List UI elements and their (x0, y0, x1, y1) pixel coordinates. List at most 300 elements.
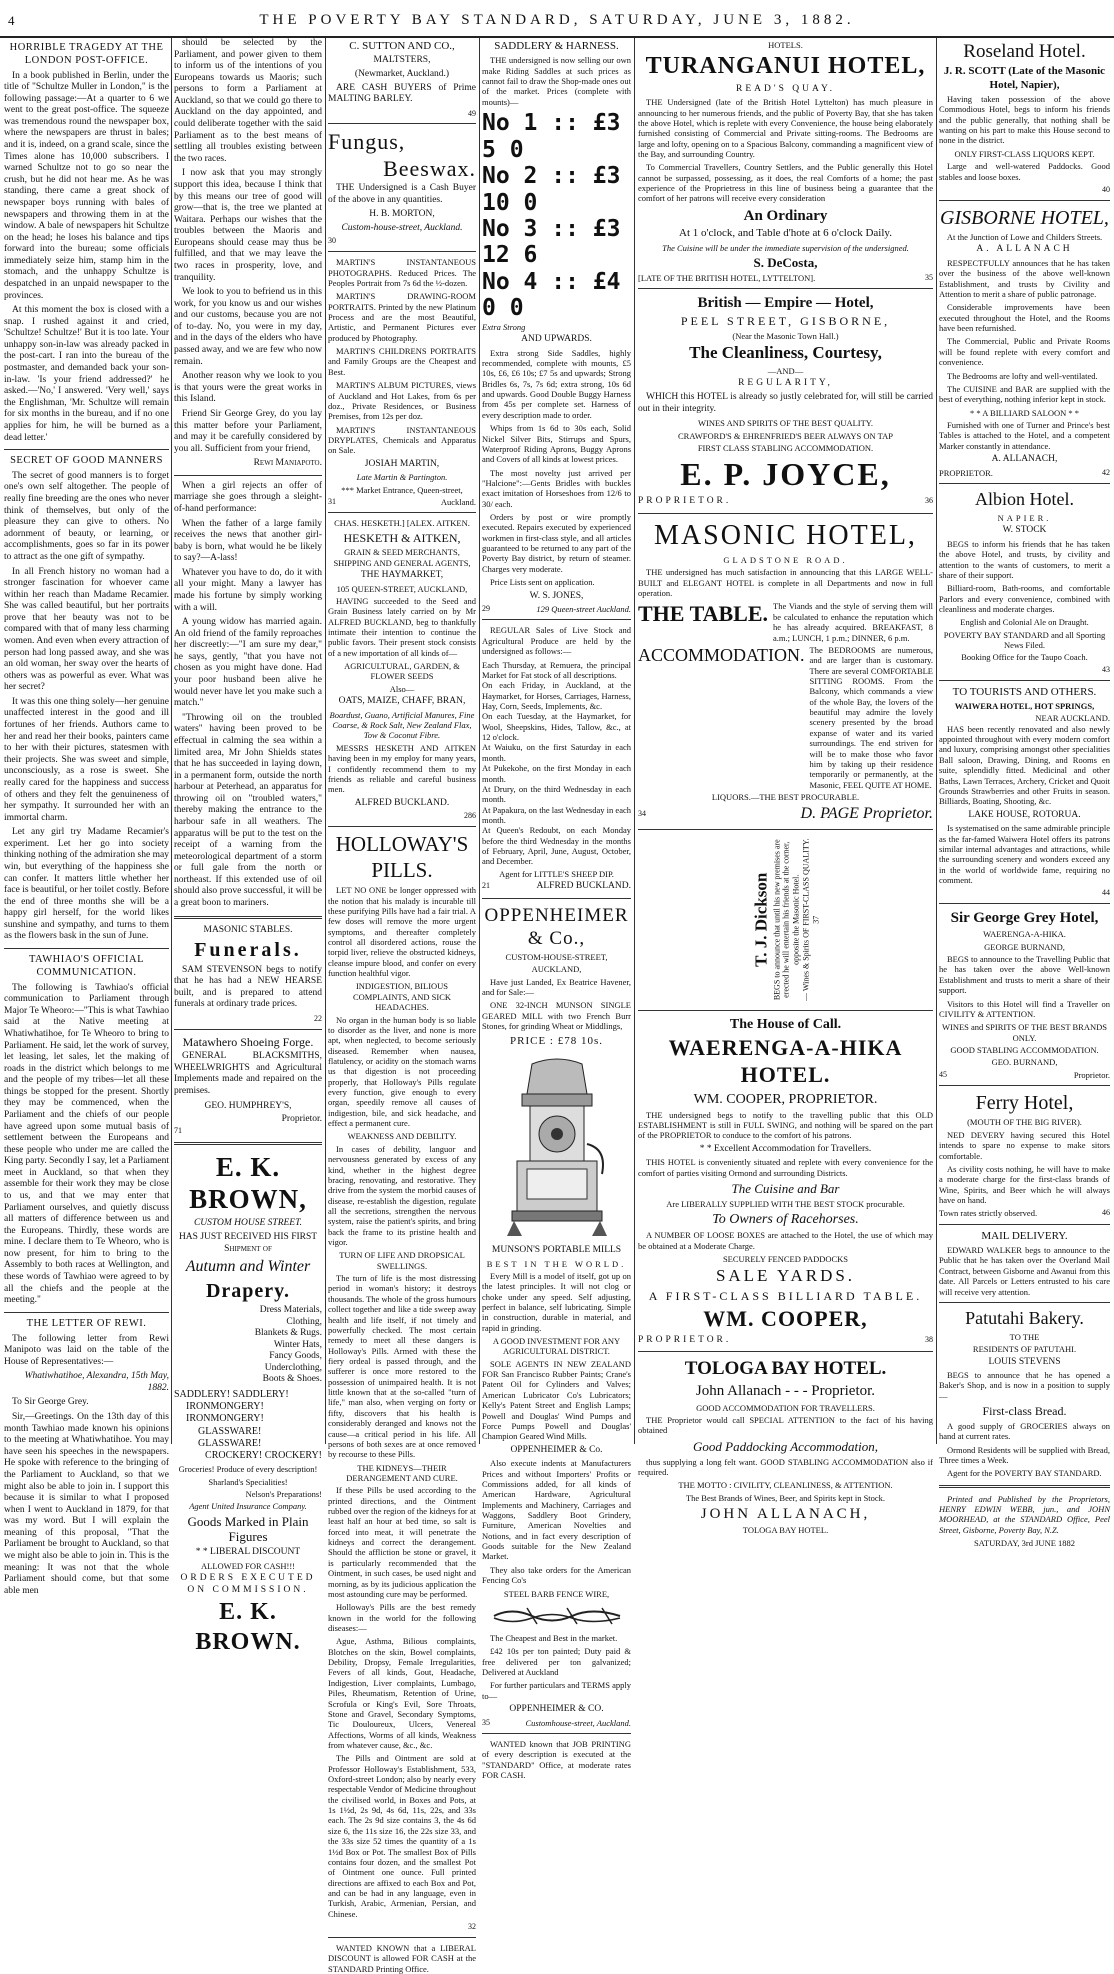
column-2 (174, 38, 322, 1655)
ad-title: MAIL DELIVERY. (981, 1229, 1068, 1242)
article-paragraph: In all French history no woman had a stronger fascination for whoever came within her reach than Madame Recamier. She was called beautiful, but her portraits prove that her beauty was not to be compared with that of many less charming women. And even when every attraction of person had long passed away, and she was an old woman, her sway over the hearts of others was as powerful as ever. What was her secret? (4, 566, 169, 693)
ad-title: C. SUTTON AND CO., (349, 40, 455, 52)
drapery-item: Underclothing, (264, 1362, 322, 1373)
ad-line: Boardust, Guano, Artificial Manures, Fine Coarse, & Rock Salt, New Zealand Flax, Tow & Coconut Fibre. (329, 709, 475, 741)
ad-subtitle: MALTSTERS, (373, 55, 431, 66)
ad-number: 44 (1102, 888, 1110, 898)
ad-body: BEGS to inform his friends that he has taken the above Hotel, and trusts, by civility and attention to the wants of customers, to merit a share of their support. (939, 538, 1110, 580)
ad-title: Roseland Hotel. (963, 41, 1086, 62)
ad-number: 32 (468, 1922, 476, 1932)
ad-title: Fungus, (328, 129, 406, 155)
barb-wire-illustration (492, 1605, 622, 1627)
column-rule (936, 38, 937, 1444)
ad-body: A good supply of GROCERIES always on hand at current rates. (939, 1420, 1110, 1442)
ad-title: TO TOURISTS AND OTHERS. (952, 685, 1097, 698)
ad-line: Goods Marked in Plain Figures (187, 1513, 309, 1545)
ad-feature: The Cuisine and Bar (731, 1181, 840, 1196)
column-5 (638, 38, 933, 1536)
ad-signature: ALFRED BUCKLAND. (354, 797, 450, 808)
ad-line: Groceries! Produce of every description! (178, 1464, 318, 1475)
ad-title: Matawhero Shoeing Forge. (182, 1034, 314, 1049)
ad-proprietor: WM. COOPER, (703, 1305, 868, 1331)
ad-proprietor-label: PROPRIETOR. (638, 1334, 732, 1345)
article-paragraph: At this moment the box is closed with a snap. I rushed against it and cried, 'Schultze! Schultze!' But it is too late. Your unhappy son-in-law was already packed in the post-cart. I ran into the bureau of the postmaster, and demanded back your son-in-law. 'Is your friend addressed?' he asked.—'No,' I answered. 'Very well,' says the Englishman, 'Mr. Schultze will remain for six months in the bureau, and if no one applies for him, he will be burned as a dead letter.' (4, 305, 169, 443)
ad-line: IRONMONGERY! IRONMONGERY! (186, 1401, 264, 1425)
ad-title: E. K. BROWN, (189, 1151, 307, 1215)
ad-feature: ACCOMMODATION. (638, 644, 805, 665)
ad-number: 22 (314, 1013, 322, 1023)
ad-number: 49 (468, 108, 476, 118)
ad-line: GLASSWARE! GLASSWARE! (198, 1425, 262, 1449)
ad-subheading: INDIGESTION, BILIOUS COMPLAINTS, AND SICK HEADACHES. (353, 981, 451, 1013)
ad-body: MARTIN'S ALBUM PICTURES, views of Auckland and Hot Lakes, from 6s per doz., Private Residences, or Business Premises, from 12s per doz. (328, 380, 476, 422)
sale-item: At Waiuku, on the first Saturday in each month. (482, 742, 631, 763)
ad-body: BEGS to announce that until his new premises are erected he will entertain his friends at the corner, opposite the Masonic Hotel. (771, 839, 800, 1001)
ad-body: ONE 32-INCH MUNSON SINGLE GEARED MILL with two French Burr Stones, for grinding Wheat or Middlings, (482, 1000, 631, 1032)
column-rule (171, 38, 172, 1444)
ad-proprietor: S. DeCosta, (753, 254, 818, 270)
sale-item: At Drury, on the third Wednesday in each month. (482, 783, 631, 805)
ad-title: Patutahi Bakery. (965, 1307, 1084, 1328)
ad-title: TOLOGA BAY HOTEL. (684, 1358, 887, 1380)
column-rule (479, 38, 480, 1444)
ad-body: HAS JUST RECEIVED HIS FIRST Shipment of (178, 1231, 318, 1254)
ad-subtitle: CUSTOM-HOUSE-STREET, (505, 952, 608, 963)
article-heading: HORRIBLE TRAGEDY AT THE LONDON POST-OFFICE. (9, 42, 164, 66)
article-paragraph: Another reason why we look to you is that yours were the great works in this Island. (174, 371, 322, 405)
ad-number: 37 (810, 915, 820, 924)
ad-line: WINES AND SPIRITS OF THE BEST QUALITY. (698, 418, 873, 429)
ad-line: — Wines & Spirits OF FIRST-CLASS QUALITY. (800, 838, 810, 1002)
ad-body: WHICH this HOTEL is already so justly celebrated for, will still be carried out in their integrity. (638, 392, 933, 414)
article-paragraph: I now ask that you may strongly support this idea, because I think that by this means our tree of good will grow—that is, the tree we planted at Waitara. Perhaps our wishes that the troubles between the Maoris and Europeans should cease may thus be fulfilled, and that we may leave the two races in prosperity, love, and tranquility. (174, 168, 322, 283)
article-paragraph: The following letter from Rewi Manipoto was laid on the table of the House of Representatives:— (4, 1333, 169, 1367)
ad-body: MARTIN'S INSTANTANEOUS PHOTOGRAPHS. Reduced Prices. The Peoples Portrait from 7s 6d the ½-dozen. (328, 257, 476, 288)
column-rule (634, 38, 635, 1444)
ad-body: HAS been recently renovated and also newly appointed throughout with every modern comfort and luxury, comprising amongst other specialities Ball saloon, Drawing, Dining, and Rooms en suite, splendidly fitted. Medicinal and other Baths, Lawn Terraces, Archery, Cricket and Quoit Grounds Strawberries and other Fruits in season. Billiards, Boating, Shooting, &c. (939, 723, 1110, 807)
ad-body: The turn of life is the most distressing period in woman's history; it destroys thousands. The whole of the gross humours collect together and like a tide sweep away health and life itself, if not timely and powerfully checked. The most certain remedy to meet all these dangers is Holloway's Pills. Armed with these the fiery ordeal is passed through, and the sufferer is once more restored to the possession of unimpaired health. It is not little known that at the so-called "turn of life," man also, when verging on forty or fifty, discovers that his health is considerably deranged and knows not the cause—a critical period in his life. All persons of both sexes are at once removed by recourse to these Pills. (328, 1273, 476, 1460)
ad-body: The Bedrooms are lofty and well-ventilated. (947, 370, 1098, 381)
ad-line: Extra Strong (482, 321, 526, 332)
ad-body: WANTED KNOWN that a LIBERAL DISCOUNT is allowed FOR CASH at the STANDARD Printing Office. (328, 1942, 476, 1974)
ad-proprietor-label: PROPRIETOR. (939, 467, 993, 478)
ad-body: Visitors to this Hotel will find a Traveller on CIVILITY & ATTENTION. (939, 998, 1110, 1019)
ad-body: The Cheapest and Best in the market. (490, 1632, 618, 1643)
ad-proprietor: WM. COOPER, PROPRIETOR. (693, 1091, 878, 1107)
imprint: Printed and Published by the Proprietors, HENRY EDWIN WEBB, jun., and JOHN MOORHEAD, at the STANDARD Office, Peel Street, Gisborne, Poverty Bay, N.Z. (939, 1493, 1110, 1535)
ad-feature: First-class Bread. (982, 1404, 1067, 1419)
article-heading: TAWHIAO'S OFFICIAL COMMUNICATION. (28, 954, 145, 978)
item-list (174, 1305, 322, 1386)
ad-body: HAVING succeeded to the Seed and Grain Business lately carried on by Mr ALFRED BUCKLAND, beg to thankfully intimate their intention to continue the public favors. Their present stock consists of a new importation of all kinds of— (328, 595, 476, 658)
ad-number: 34 (638, 809, 646, 819)
ad-line: * * A BILLIARD SALOON * * (969, 407, 1080, 418)
article-paragraph: Let any girl try Madame Recamier's experiment. Let her go into society thinking nothing of the admiration she may win, but everything of the happiness she can confer. It matters little whether her face is beautiful, or her toilet costly. Before the end of three months she will be a happy girl herself, for the world likes sunshine and sympathy, and turns to them as the flowers bask in the sun of June. (4, 827, 169, 942)
ad-title: OPPENHEIMER & Co., (484, 904, 629, 949)
column-rule (325, 38, 326, 1444)
ad-line: Agent for LITTLE'S SHEEP DIP. (499, 868, 614, 879)
ad-address: Auckland. (440, 496, 476, 507)
ad-body: Ormond Residents will be supplied with Bread, Three times a Week. (939, 1444, 1110, 1465)
ad-number: 29 (482, 604, 490, 614)
ad-subtitle: WAERENGA-A-HIKA. (983, 929, 1066, 940)
price-list (482, 110, 631, 322)
letter-signature: Rewi Maniapoto. (253, 458, 322, 469)
ad-body: Having taken possession of the above Commodious Hotel, begs to inform his friends and the public generally, that nothing shall be wanting on his part to make this House second to none in the district. (939, 93, 1110, 146)
ad-proprietor: H. B. MORTON, (369, 209, 435, 220)
ad-line: Also— (389, 683, 415, 694)
ad-proprietor: GEO. BURNAND, (991, 1057, 1058, 1068)
ad-line: SECURELY FENCED PADDOCKS (722, 1254, 849, 1265)
ad-price: PRICE : £78 10s. (509, 1034, 603, 1047)
ad-line: AND UPWARDS. (521, 334, 592, 345)
ad-number: 46 (1102, 1208, 1110, 1218)
ad-feature: A FIRST-CLASS BILLIARD TABLE. (648, 1289, 923, 1304)
ad-body: WANTED known that JOB PRINTING of every description is executed at the "STANDARD" Office, at moderate rates FOR CASH. (482, 1738, 631, 1781)
price-row: No 2 :: £3 10 0 (482, 163, 621, 216)
ad-line: THE MOTTO : CIVILITY, CLEANLINESS, & ATTENTION. (678, 1480, 893, 1491)
ad-line: OATS, MAIZE, CHAFF, BRAN, (338, 696, 466, 707)
ad-body: THE undersigned is now selling our own make Riding Saddles at such prices as cannot fail to draw the Shop-made ones out of the market. Prices (complete with mounts)— (482, 55, 631, 107)
article-heading: THE LETTER OF REWI. (26, 1317, 147, 1329)
ad-heading: The House of Call. (729, 1016, 842, 1032)
ad-number: 286 (464, 811, 476, 821)
ad-title: British — Empire — Hotel, (697, 295, 874, 312)
ad-signature: E. K. BROWN. (195, 1599, 301, 1655)
ad-body: As civility costs nothing, he will have to make a moderate charge for the first-class brands of Wine, Spirits, and Beer which he will always have on hand. (939, 1163, 1110, 1205)
ad-body: Every Mill is a model of itself, got up on the latest principles. It will not clog or choke under any speed. Self adjusting, perfect in balance, self lubricating. Simple in construction, durable in material, and rapid in grinding. (482, 1270, 631, 1333)
article-paragraph: The secret of good manners is to forget one's own self altogether. The people of really fine breeding are the ones who never think of themselves, but only of the pleasure they can give to others. No adornment of beauty, or learning, or accomplishments, goes so far in its power to attract as the one gift of sympathy. (4, 470, 169, 562)
ad-body: The Commercial, Public and Private Rooms will be found replete with every comfort and convenience. (939, 336, 1110, 368)
ad-body: £42 10s per ton painted; Duty paid & free delivered per ton galvanized; Delivered at Auckland (482, 1646, 631, 1677)
ad-proprietor: W. S. JONES, (529, 590, 584, 601)
ad-signature: TOLOGA BAY HOTEL. (742, 1525, 829, 1536)
article-paragraph: In a book published in Berlin, under the title of "Schultze Muller in London," is the following passage:—At a quarter to 6 we went to the great post-office. The squeeze was tremendous round the newspaper box, where the newspapers are thrust in bales; and it is, indeed, on a grand scale, since the Times alone has 10,000 subscribers. I warned Schultze not to go so near the crush, but he did not hear me. As he was standing, there came a great shock of newspaper boys running with bales of newspapers and throwing them in at the window. A bale of newspapers hit Schultze on the head; he loses his balance and tips forward into the bureau; some officials immediately seize him, stamp him in the stomach, and the unhappy Schultze is despatched in an unpaid newspaper to the provinces. (4, 70, 169, 301)
ad-subtitle: PEEL STREET, GISBORNE, (680, 314, 891, 329)
column-1 (4, 38, 169, 1596)
ad-line: WINES and SPIRITS OF THE BEST BRANDS ONLY. (942, 1022, 1107, 1043)
price-row: No 4 :: £4 0 0 (482, 268, 621, 322)
ad-number: 35 (482, 1717, 490, 1727)
article-paragraph: Sir,—Greetings. On the 13th day of this month Tawhiao made known his opinions to the meeting at Whatiwhatihoe. You may have seen his speeches in the newspapers. He spoke with reference to the bringing of the Parliament to Auckland, so that we might also be able to join in. I support this because it is similar to what I proposed when I went to Auckland in 1879, for that was my word. But I will explain the meaning of this proposal, "That the Parliament be brought to Auckland, so that we might also be able to join in. This is the meaning: It was not that the whole Parliament should come, but that some able men (4, 1412, 169, 1596)
article-paragraph: should be selected by the Parliament, and power given to them to inform us of the intentions of you Europeans towards us Maoris; such persons to form a Parliament at Auckland, so that we could go there to Auckland on the day appointed, and could deliberate together with the said Parliament as to the best means of settling all troubles existing between the two races. (174, 38, 322, 164)
ad-subheading: TURN OF LIFE AND DROPSICAL SWELLINGS. (339, 1250, 465, 1271)
ad-proprietor: OPPENHEIMER & Co. (510, 1444, 603, 1455)
ad-body: Have just Landed, Ex Beatrice Havener, and for Sale:— (482, 976, 631, 998)
ad-line: Agent United Insurance Company. (189, 1501, 307, 1512)
ad-body: Whips from 1s 6d to 30s each, Solid Nickel Silver Bits, Stirrups and Spurs, Waterproof Riding Aprons, Buggy Aprons and Covers of all kinds at lowest prices. (482, 423, 631, 465)
ad-body: NED DEVERY having secured this Hotel intends to spare no expense to make sitors comfortable. (939, 1129, 1110, 1161)
ad-proprietor-label: Proprietor. (1073, 1069, 1110, 1080)
ad-body: Billiard-room, Bath-rooms, and comfortable Parlors and every convenience, combined with cleanliness and moderate charges. (939, 583, 1110, 615)
ad-line: English and Colonial Ale on Draught. (960, 617, 1089, 628)
ad-subheading: WEAKNESS AND DEBILITY. (347, 1131, 457, 1142)
drapery-item: Boots & Shoes. (262, 1374, 322, 1385)
ad-address: 105 QUEEN-STREET, AUCKLAND, (336, 583, 468, 594)
ad-line: POVERTY BAY STANDARD and all Sporting News Filed. (943, 629, 1106, 651)
ad-number: 38 (925, 1334, 933, 1344)
ad-subtitle: GLADSTONE ROAD. (723, 555, 848, 566)
ad-feature: Autumn and Winter (185, 1258, 311, 1276)
sale-item: At Papakura, on the last Wednesday in each month. (482, 804, 631, 825)
sale-list (482, 660, 631, 867)
ad-line: At 1 o'clock, and Table d'hote at 6 o'clock Daily. (679, 227, 892, 240)
column-4 (482, 38, 631, 1781)
ad-body: GENERAL BLACKSMITHS, WHEELWRIGHTS and Agricultural Implements made and repaired on the premises. (174, 1051, 322, 1097)
article-paragraph: "Throwing oil on the troubled waters" having been proved to be effectual in calming the sea within a limited area, Mr John Shields states that he has succeeded in laying down, in a permanent form, outside the north harbour at Peterhead, an apparatus for throwing oil on "troubled waters," thereby making the entrance to the harbour safe in all weathers. The apparatus will be put to the test on the receipt of a warning from the meteorological department of a storm or full gale from the north or northeast. If this extended use of oil should also prove successful, it will be a great boon to mariners. (174, 712, 322, 909)
drapery-item: Fancy Goods, (269, 1351, 322, 1362)
ad-body: Extra strong Side Saddles, highly recommended, complete with mounts, £5 10s, £6, £6 10s; £7 5s and upwards; Strong Bridles 6s, 7s, 7s 6d; extra strong, 10s 6d and upwards. Good Double Buggy Harness from 45s per complete set. Harness of every description made to order. (482, 347, 631, 420)
column-6 (939, 38, 1110, 1549)
drapery-item: Clothing, (286, 1316, 322, 1327)
ad-number: 40 (1102, 184, 1110, 194)
ad-body: Large and well-watered Paddocks. Good stables and loose boxes. (939, 161, 1110, 182)
ad-body: BEGS to announce that he has opened a Baker's Shop, and is now in a position to supply— (939, 1370, 1110, 1401)
ad-title: SADDLERY & HARNESS. (494, 40, 619, 52)
imprint-date: SATURDAY, 3rd JUNE 1882 (973, 1538, 1076, 1549)
ad-body: SAM STEVENSON begs to notify that he has had a NEW HEARSE built, and is prepared to attend funerals at ordinary trade prices. (174, 964, 322, 1010)
article-paragraph: When the father of a large family receives the news that another girl-baby is born, what would he be likely to say?—A-lass! (174, 518, 322, 564)
ad-number: 30 (328, 236, 336, 246)
ad-feature: SALE YARDS. (715, 1266, 856, 1286)
ad-body: If these Pills be used according to the printed directions, and the Ointment rubbed over the region of the kidneys for at least half an hour at bed time, so salt is forced into meat, it will penetrate the kidneys and correct the derangement. Should the affliction be stone or gravel, it is particularly recommended that the Ointment, in such cases, be used night and morning, as by its judicious application the most astounding cure may be performed. (328, 1485, 476, 1599)
ad-subtitle: GRAIN & SEED MERCHANTS, SHIPPING AND GENERAL AGENTS, (333, 547, 471, 568)
ad-body: In cases of debility, languor and nervousness generated by excess of any kind, whether in the highest degree bracing, renovating, and restorative. They drive from the system the morbid causes of disease, re-establish the digestion, regulate all the secretions, strengthen the nervous system, raise the patient's spirits, and bring back the frame to its pristine health and vigor. (328, 1143, 476, 1248)
ad-number: 45 (939, 1069, 947, 1079)
ad-feature: Good Paddocking Accommodation, (693, 1438, 878, 1454)
ad-feature: To Owners of Racehorses. (712, 1212, 859, 1228)
ad-proprietor-label: Proprietor. (281, 1114, 322, 1125)
ad-number: 36 (925, 496, 933, 506)
column-3 (328, 38, 476, 1974)
ad-line: A GOOD INVESTMENT FOR ANY AGRICULTURAL DISTRICT. (492, 1336, 621, 1357)
ad-body: LET NO ONE be longer oppressed with the notion that his malady is incurable till these purifying Pills have had a fair trial. A few doses will remove the more urgent symptoms, and thereafter completely control all disordered actions, rouse the torpid liver, relieve the obstructed kidneys, cleanse impure blood, and confer on every function healthful vigor. (328, 885, 476, 979)
masthead: THE POVERTY BAY STANDARD, SATURDAY, JUNE 3, 1882. (259, 12, 855, 28)
ad-subtitle: (MOUTH OF THE BIG RIVER). (967, 1117, 1082, 1128)
ad-proprietor: LOUIS STEVENS (988, 1356, 1061, 1367)
ad-line: Booking Office for the Taupo Coach. (961, 652, 1088, 663)
ad-line: ORDERS EXECUTED ON COMMISSION. (180, 1573, 316, 1595)
ad-line: LIQUORS.—THE BEST PROCURABLE. (711, 791, 860, 802)
ad-subtitle: CUSTOM HOUSE STREET. (193, 1218, 303, 1229)
newspaper-page (4, 38, 1110, 1974)
ad-body: THE undersigned begs to notify to the travelling public that this OLD ESTABLISHMENT is still in FULL SWING, and nothing will be spared on the part of the PROPRIETOR to conduce to the comfort of his patrons. (638, 1109, 933, 1141)
article-paragraph: Whatever you have to do, do it with all your might. Many a lawyer has made his fortune by simply working with a will. (174, 567, 322, 613)
ad-title: Beeswax. (383, 156, 476, 182)
ad-line: —AND— (767, 366, 804, 377)
ad-body: thus supplying a long felt want. GOOD STABLING ACCOMMODATION also if required. (638, 1456, 933, 1477)
ad-line: The Best Brands of Wines, Beer, and Spirits kept in Stock. (685, 1492, 886, 1503)
ad-line: ONLY FIRST-CLASS LIQUORS KEPT. (954, 148, 1095, 159)
ad-subtitle: AUCKLAND, (531, 964, 582, 975)
ad-proprietor: GEO. HUMPHREY'S, (204, 1100, 292, 1111)
ad-body: MARTIN'S INSTANTANEOUS DRYPLATES, Chemicals and Apparatus on Sale. (328, 424, 476, 456)
ad-signature: ALFRED BUCKLAND. (536, 881, 631, 892)
ad-body: THE Proprietor would call SPECIAL ATTENTION to the fact of his having obtained (638, 1414, 933, 1436)
ad-body: The CUISINE and BAR are supplied with the best of everything, nothing inferior kept in stock. (939, 383, 1110, 405)
ad-body: SOLE AGENTS IN NEW ZEALAND FOR San Francisco Rubber Paints; Crane's Patent Oil for Cylinders and Valves; American Lubricator Co's Lubricators; Kelly's Patent Street and English Lamps; Powell and Douglas' Wind Pumps and Force Pumps Powell and Douglas' Champion Geared Wind Mills. (482, 1358, 631, 1442)
ad-body: Orders by post or wire promptly executed. Repairs executed by experienced workmen in first-class style, and all articles guaranteed to be returned to any part of the Poverty Bay district, by return of steamer. Charges very moderate. (482, 512, 631, 574)
ad-line: Are LIBERALLY SUPPLIED WITH THE BEST STOCK procurable. (666, 1198, 905, 1209)
ad-body: THE Undersigned is a Cash Buyer of the above in any quantities. (328, 183, 476, 205)
ad-body: EDWARD WALKER begs to announce to the Public that he has taken over the Overland Mail Contract, between Gisborne and Awanui from this date. All Parcels or Letters entrusted to his care will receive very attention. (939, 1245, 1110, 1297)
price-row: No 3 :: £3 12 6 (482, 215, 621, 269)
ad-line: CROCKERY! CROCKERY! (205, 1450, 322, 1461)
ad-body: Holloway's Pills are the best remedy known in the world for the following diseases:— (328, 1602, 476, 1633)
ad-address: Late Martin & Partington. (356, 472, 448, 483)
ad-body: The Pills and Ointment are sold at Professor Holloway's Establishment, 533, Oxford-street London; also by nearly every respectable Vendor of Medicine throughout the civilised world, in Boxes and Pots, at 1s 1½d, 2s 9d, 4s 6d, 11s, 22s, and 33s each. The 2s 9d size contains 3, the 4s 6d size 6, the 11s size 16, the 22s size 33, and the 33s size 52 times the quantity of a 1s 1½d Box or Pot. The smallest Box of Pills contains four dozen, and the smallest Pot of Ointment one ounce. Full printed directions are affixed to each Box and Pot, and can be had in any language, even in Turkish, Arabic, Armenian, Persian, and Chinese. (328, 1753, 476, 1919)
drapery-item: Winter Hats, (273, 1339, 322, 1350)
ad-proprietor: A. ALLANACH (976, 244, 1073, 255)
ad-feature: The Cleanliness, Courtesy, (689, 343, 882, 363)
ad-title: Albion Hotel. (975, 488, 1074, 509)
ad-number: 71 (174, 1125, 182, 1135)
ad-body: MARTIN'S DRAWING-ROOM PORTRAITS. Printed by the new Platinum Process and are the most Beautiful, Artistic, and Permanent Pictures ever produced by Photography. (328, 291, 476, 343)
ad-subtitle: NEAR AUCKLAND. (1035, 713, 1110, 724)
price-row: No 1 :: £3 5 0 (482, 110, 621, 163)
sale-item: On each Friday, in Auckland, at the Haymarket, for Horses, Carriages, Harness, Hay, Corn, Seeds, Implements, &c. (482, 680, 631, 711)
ad-feature: THE TABLE. (638, 601, 769, 627)
ad-heading: MASONIC STABLES. (203, 924, 293, 935)
ad-body: The BEDROOMS are numerous, and are larger than is customary. There are several COMFORTABLE SITTING ROOMS. From the Balcony, which commands a view of the whole Bay, the lovers of the beautiful may admire the lovely scenery presented by the broad expanse of water and its varied surroundings. The end striven for will be to make those who favor him by taking up their residence temporarily or permanently, at the Masonic, FEEL QUITE AT HOME. (809, 644, 933, 790)
article-paragraph: Friend Sir George Grey, do you lay this matter before your Parliament, and may it be carefully considered by you all. Sufficient from your friend, (174, 408, 322, 454)
ad-line: FIRST CLASS STABLING ACCOMMODATION. (697, 442, 874, 453)
ad-subtitle: READ'S QUAY. (736, 83, 835, 94)
ad-line: [LATE OF THE BRITISH HOTEL, LYTTELTON]. (638, 272, 816, 283)
ad-title: T. J. Dickson (750, 872, 770, 967)
ad-body: Ague, Asthma, Bilious complaints, Blotches on the skin, Bowel complaints, Debility, Dropsy, Female Irregularities, Fevers of all kinds, Gout, Headache, Indigestion, Liver complaints, Lumbago, Piles, Rheumatism, Retention of Urine, Scrofula or King's Evil, Sore Throats, Stone and Gravel, Secondary Symptoms, Tic Douloureux, Ulcers, Venereal Affections, Worms of all kinds, Weakness from whatever cause, &c., &c. (328, 1636, 476, 1750)
ad-body: Furnished with one of Turner and Prince's best Tables is attached to the Hotel, and a competent Marker constantly in attendance. (939, 419, 1110, 451)
sale-item: On each Tuesday, at the Haymarket, for Wool, Sheepskins, Hides, Tallow, &c., at 12 o'clock. (482, 711, 631, 743)
ad-line: Sharland's Specialities! (208, 1476, 288, 1487)
ad-line: CHAS. HESKETH.] [ALEX. AITKEN. (334, 518, 470, 529)
ad-body: Considerable improvements have been executed throughout the Hotel, and the Rooms have been refurnished. (939, 302, 1110, 334)
ad-title: TURANGANUI HOTEL, (645, 53, 926, 80)
ad-subtitle: (Near the Masonic Town Hall.) (732, 331, 839, 341)
ad-body: MARTIN'S CHILDRENS PORTRAITS and Family Groups are the Cheapest and Best. (328, 346, 476, 377)
ad-proprietor: J. R. SCOTT (Late of the Masonic Hotel, Napier), (943, 65, 1106, 91)
ad-body: RESPECTFULLY announces that he has taken over the business of the above well-known Establishment, and trusts by Civility and Attention to merit a share of public patronage. (939, 257, 1110, 300)
ad-body: MESSRS HESKETH AND AITKEN having been in my employ for many years, I confidently recommend them to my friends as reliable and careful business men. (328, 742, 476, 795)
ad-title: HOLLOWAY'S PILLS. (335, 831, 469, 882)
ad-line: CRAWFORD'S & EHRENFRIED'S BEER ALWAYS ON TAP (677, 430, 894, 441)
ad-body: THE Undersigned (late of the British Hotel Lyttelton) has much pleasure in announcing to her numerous friends, and the public of Poverty Bay, that she has taken the above Hotel, which is replete with every Convenience, the house being elaborately furnished consisting of Commercial and Private sitting-rooms. The Bedrooms are large and lofty, opening on to a Spacious Balcony, commanding a magnificent view of the Bay, and surrounding Country. (638, 97, 933, 159)
ad-line: GOOD ACCOMMODATION FOR TRAVELLERS. (696, 1402, 875, 1413)
ad-line: Nelson's Preparations! (245, 1488, 322, 1499)
ad-body: Is systematised on the same admirable principle as the far-famed Waiwera Hotel offers its patrons similar internal advantages and attractions, while the surrounding scenery and wonders exceed any in the world of worldwide fame, requiring no comment. (939, 823, 1110, 885)
ad-number: 21 (482, 881, 490, 891)
ad-title: Ferry Hotel, (975, 1092, 1074, 1115)
ad-line: REGULARITY, (738, 378, 833, 389)
article-heading: SECRET OF GOOD MANNERS (10, 455, 163, 467)
ad-subtitle: WAIWERA HOTEL, HOT SPRINGS, (954, 700, 1095, 711)
ad-body: ARE CASH BUYERS of Prime MALTING BARLEY. (328, 82, 476, 105)
ad-subtitle: NAPIER. (997, 512, 1052, 523)
ad-proprietor: D. PAGE Proprietor. (800, 805, 933, 823)
ad-body: They also take orders for the American Fencing Co's (482, 1564, 631, 1586)
ad-body: No organ in the human body is so liable to disorder as the liver, and none is more apt, when neglected, to become seriously diseased. Remember when nausea, flatulency, or acidity on the stomach warns us that digestion is not proceeding properly, that Holloway's Pills regulate every function, give enough to every organ, speedily remove all causes of indigestion, bile, and sick headache, and effect a permanent cure. (328, 1014, 476, 1129)
ad-body: The Viands and the style of serving them will be calculated to enhance the reputation which he has already acquired. BREAKFAST, 8 a.m.; LUNCH, 1 p.m.; DINNER, 6 p.m. (773, 601, 933, 643)
ad-line: Town rates strictly observed. (939, 1208, 1038, 1219)
ad-title: MASONIC HOTEL, (654, 519, 917, 551)
section-label: HOTELS. (768, 40, 803, 50)
ad-subtitle: BEST IN THE WORLD. (486, 1258, 627, 1269)
ad-proprietor: E. P. JOYCE, (680, 456, 891, 493)
ad-body: BEGS to announce to the Travelling Public that he has taken over the above Well-known Establishment and trusts to merit a share of their support. (939, 954, 1110, 996)
ad-body: Also execute indents at Manufacturers Prices and without Importers' Profits or Commissions added, for all kinds of American Hardware, Agricultural Implements and Machinery, Carriages and Waggons, Saddlery Boot Grindery, Furniture, American Novelties and Notions, and in fact every description of Goods suitable for the New Zealand Market. (482, 1458, 631, 1562)
ad-subtitle: TO THE (1009, 1331, 1040, 1342)
ad-signature: JOHN ALLANACH, (700, 1505, 871, 1522)
mill-engraving (502, 1054, 612, 1239)
article-paragraph: It was this one thing solely—her genuine unaffected interest in the good and ill fortunes of her friends. Authors came to her and read her their books, painters came to her with their pictures, statesmen with their projects. She was sweet and simple, unconsciously, as a rose is sweet. She really cared for the happiness and success of others and they felt the genuineness of her sympathy. It surrounded her with an immortal charm. (4, 696, 169, 823)
article-paragraph: We look to you to befriend us in this work, for you know us and our wishes and our customs, because you are not of to-day. No, you were in my day, and in the days of the elders who have passed away, and we are few who now remain. (174, 287, 322, 367)
drapery-item: Blankets & Rugs. (254, 1328, 322, 1339)
ad-line: * * LIBERAL DISCOUNT (195, 1547, 301, 1558)
ad-address: 129 Queen-street Auckland. (536, 604, 631, 615)
article-paragraph: A young widow has married again. An old friend of the family reproaches her discreetly:—"I am sure my dear," he says, gently, "that you have not chosen as you might have done. Had your poor husband been alive he would never have let you make such a match." (174, 617, 322, 709)
ad-proprietor: JOSIAH MARTIN, (364, 458, 440, 469)
ad-body: THE undersigned has much satisfaction in announcing that this LARGE WELL-BUILT and ELEGANT HOTEL is complete in all Departments and now in full operation. (638, 567, 933, 599)
ad-line: * * Excellent Accommodation for Travellers. (699, 1143, 872, 1154)
ad-title: LAKE HOUSE, ROTORUA. (968, 809, 1081, 820)
ad-title: MUNSON'S PORTABLE MILLS (491, 1244, 622, 1255)
ad-subtitle: RESIDENTS OF PATUTAHI. (972, 1344, 1077, 1355)
ad-proprietor: W. STOCK (1002, 525, 1047, 536)
ad-proprietor: John Allanach - - - Proprietor. (695, 1383, 876, 1400)
ad-body: THIS HOTEL is conveniently situated and replete with every convenience for the comfort of parties visiting Ormond and surrounding Districts. (638, 1157, 933, 1178)
ad-proprietor: A. ALLANACH, (991, 454, 1058, 465)
ad-body: For further particulars and TERMS apply to— (482, 1680, 631, 1701)
article-paragraph: The following is Tawhiao's official communication to Parliament through Major Te Wheoro:—"This is what Tawhiao said at the Native meeting at Whatiwhatihoe, for Te Wheoro to bring to Parliament. He said, let the work of survey, let leasing, let sales, let the making of roads in the district which belongs to me and the people of my tribes—let all these things be stopped for the present. Shortly they may be commenced, when the Parliament and the chiefs of our people have agreed upon some mutual basis of settlement between the Europeans and these people who under me are called the King party. Secondly I say, let a Parliament meet in Auckland, so that when they assemble for their work they may be close to us, and that we may enter that Parliament ourselves, and quietly discuss all matters of difference between us and the Europeans. Thirdly, these words are mine. I declare them to Te Wheoro, who is now present, for him to bring to the Assembly to both races at Wellington, and these words of Tawhiao were agreed to by all the chiefs and the people at the meeting." (4, 982, 169, 1306)
ad-number: 31 (328, 496, 336, 506)
ad-title: Funerals. (194, 939, 302, 962)
ad-number: 43 (1102, 664, 1110, 674)
ad-number: 35 (925, 272, 933, 282)
ad-title: HESKETH & AITKEN, (343, 530, 461, 545)
ad-feature: Drapery. (205, 1279, 291, 1302)
ad-line: GOOD STABLING ACCOMMODATION. (950, 1044, 1099, 1055)
ad-proprietor-label: PROPRIETOR. (638, 496, 732, 507)
ad-title: WAERENGA-A-HIKA HOTEL. (668, 1034, 903, 1087)
sale-item: Each Thursday, at Remuera, the principal Market for Fat stock of all descriptions. (482, 659, 631, 680)
ad-proprietor: OPPENHEIMER & CO. (509, 1704, 604, 1715)
ad-feature: An Ordinary (743, 207, 828, 224)
sale-item: At Queen's Redoubt, on each Monday before the third Wednesday in the months of February, April, June, August, October, and December. (482, 825, 631, 867)
ad-subtitle: (Newmarket, Auckland.) (354, 68, 450, 79)
drapery-item: Dress Materials, (259, 1305, 322, 1316)
ad-address: *** Market Entrance, Queen-street, (341, 484, 463, 495)
ad-body: REGULAR Sales of Live Stock and Agricultural Produce are held by the undersigned as follows:— (482, 625, 631, 657)
ad-line: The Cuisine will be under the immediate supervision of the undersigned. (662, 242, 909, 253)
ad-line: AGRICULTURAL, GARDEN, & FLOWER SEEDS (344, 661, 460, 682)
ad-subtitle: At the Junction of Lowe and Childers Streets. (946, 232, 1103, 242)
page-header (0, 0, 1114, 38)
sale-item: At Pukekohe, on the first Monday in each month. (482, 763, 631, 784)
ad-body: To Commercial Travellers, Country Settlers, and the Public generally this Hotel cannot be surpassed, possessing, as it does, the real Comforts of a home; the past experience of the Proprietress in this line of business being a guarantee that the comfort of her patrons will receive every consideration (638, 162, 933, 204)
letter-dateline: Whatiwhatihoe, Alexandra, 15th May, 1882. (24, 1371, 169, 1393)
ad-body: Price Lists sent on application. (490, 577, 595, 588)
ad-subtitle: THE HAYMARKET, (360, 570, 444, 581)
dickson-ad-rotated (638, 835, 933, 1005)
ad-line: SADDLERY! SADDLERY! (174, 1389, 289, 1401)
ad-body: The most novelty just arrived per "Halcione":—Gents Bridles with buckles exact imitation of Horseshoes from 12/6 to 30/ each. (482, 467, 631, 509)
ad-title: GISBORNE HOTEL, (940, 206, 1109, 229)
ad-body: A NUMBER OF LOOSE BOXES are attached to the Hotel, the use of which may be obtained at a Moderate Charge. (638, 1230, 933, 1251)
ad-body: Agent for the POVERTY BAY STANDARD. (947, 1468, 1102, 1479)
ad-subheading: THE KIDNEYS—THEIR DERANGEMENT AND CURE. (346, 1462, 458, 1483)
ad-title: Sir George Grey Hotel, (950, 910, 1099, 927)
ad-address: Customhouse-street, Auckland. (525, 1717, 631, 1728)
